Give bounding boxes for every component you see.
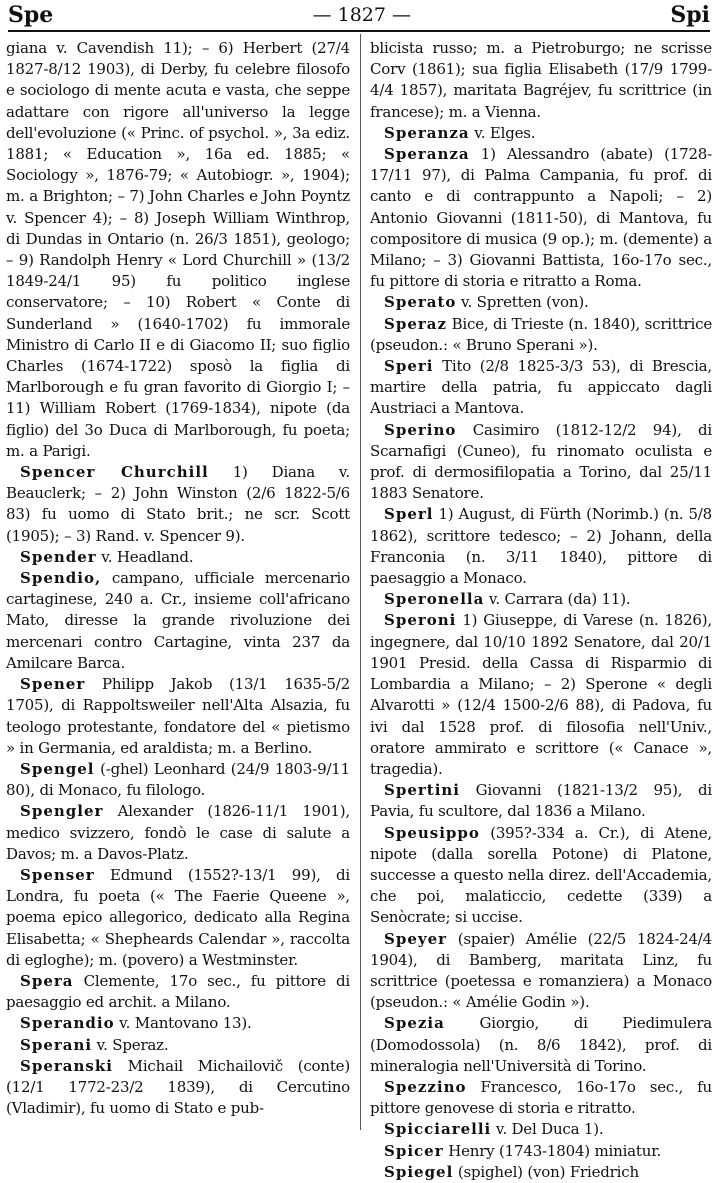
- entry-headword: Spicer: [384, 1141, 444, 1160]
- entry-text: v. Mantovano 13).: [119, 1014, 252, 1033]
- entry-headword: Sperandio: [20, 1014, 115, 1033]
- entry-text: v. Carrara (da) 11).: [488, 590, 631, 609]
- entry-text: Philipp Jakob (13/1 1635-5/2 1705), di Rappoltsweiler nell'Alta Alsazia, fu teologo protestante, fondatore del « pietismo » in Germania, ed araldista; m. a Berlino.: [6, 675, 350, 757]
- entry-text: v. Del Duca 1).: [495, 1120, 604, 1139]
- entry-headword: Spenser: [20, 865, 95, 884]
- entry-text: 1) Alessandro (abate) (1728-17/11 97), di Palma Campania, fu prof. di canto e di contrappunto a Napoli; – 2) Antonio Giovanni (1811-50), di Mantova, fu compositore di musica (9 op.); m. (demente) a Milano; – 3) Giovanni Battista, 16o-17o sec., fu pittore di storia e ritratto a Roma.: [370, 145, 712, 291]
- entry-text: Alexander (1826-11/1 1901), medico svizzero, fondò le case di salute a Davos; m. a Davos-Platz.: [6, 802, 350, 863]
- entry-headword: Spertini: [384, 781, 460, 800]
- dictionary-entry: [370, 1013, 712, 1077]
- entry-headword: Spezia: [384, 1014, 445, 1033]
- page-number: — 1827 —: [312, 4, 412, 26]
- entry-text: Henry (1743-1804) miniatur.: [448, 1141, 662, 1160]
- entry-text: 1) August, di Fürth (Norimb.) (n. 5/8 1862), scrittore tedesco; – 2) Johann, della Franconia (n. 3/11 1840), pittore di paesaggio a Monaco.: [370, 505, 712, 588]
- entry-text: v. Spretten (von).: [461, 293, 589, 312]
- dictionary-entry: [6, 462, 350, 547]
- entry-headword: Spener: [20, 675, 86, 694]
- entry-headword: Speranza: [384, 145, 470, 164]
- dictionary-entry: [370, 1077, 712, 1119]
- entry-headword: Spender: [20, 547, 97, 566]
- entry-headword: Spera: [20, 971, 74, 990]
- dictionary-entry: [370, 610, 712, 780]
- entry-text: Giovanni (1821-13/2 95), di Pavia, fu scultore, dal 1836 a Milano.: [370, 781, 712, 821]
- entry-text: 1) Diana v. Beauclerk; – 2) John Winston (2/6 1822-5/6 83) fu uomo di Stato brit.; ne scr. Scott (1905); – 3) Rand. v. Spencer 9).: [6, 463, 350, 545]
- entry-headword: Speraz: [384, 314, 448, 333]
- entry-text: Edmund (1552?-13/1 99), di Londra, fu poeta (« The Faerie Queene », poema epico allegorico, dedicato alla Regina Elisabetta; « Shepheards Calendar », raccolta di egloghe); m. (povero) a Westminster.: [6, 865, 350, 969]
- dictionary-entry: [6, 674, 350, 759]
- dictionary-entry: [6, 801, 350, 865]
- entry-headword: Speroni: [384, 611, 457, 630]
- dictionary-entry: [370, 1119, 712, 1140]
- dictionary-entry: [370, 314, 712, 356]
- entry-headword: Spencer Churchill: [20, 463, 209, 482]
- column-divider: [360, 34, 361, 1130]
- dictionary-entry: [6, 1035, 350, 1056]
- left-column: [6, 38, 350, 1126]
- dictionary-entry: [6, 1013, 350, 1034]
- entry-text: (-ghel) Leonhard (24/9 1803-9/11 80), di Monaco, fu filologo.: [6, 759, 350, 800]
- dictionary-entry: [370, 1162, 712, 1183]
- entry-headword: Speusippo: [384, 823, 480, 842]
- entry-headword: Spiegel: [384, 1162, 454, 1181]
- dictionary-entry: [370, 38, 712, 123]
- dictionary-entry: [6, 1056, 350, 1120]
- entry-text: 1) Giuseppe, di Varese (n. 1826), ingegnere, dal 10/10 1892 Senatore, dal 20/1 1901 Presid. della Cassa di Risparmio di Lombardia a Milano; – 2) Sperone « degli Alvarotti » (12/4 1500-2/6 88), di Padova, fu ivi dal 1528 prof. di filosofia nell'Univ., oratore ammirato e scrittore (« Canace », tragedia).: [370, 611, 713, 778]
- entry-text: Francesco, 16o-17o sec., fu pittore genovese di storia e ritratto.: [370, 1077, 712, 1118]
- entry-headword: Spicciarelli: [384, 1120, 492, 1139]
- right-column: [370, 38, 713, 1181]
- entry-headword: Speri: [384, 357, 434, 376]
- dictionary-entry: [370, 823, 712, 929]
- dictionary-entry: [370, 1141, 712, 1162]
- dictionary-entry: [6, 971, 350, 1013]
- entry-text: Giorgio, di Piedimulera (Domodossola) (n. 8/6 1842), prof. di mineralogia nell'Università di Torino.: [370, 1014, 712, 1075]
- entry-text: v. Elges.: [474, 123, 536, 142]
- entry-text: (spaier) Amélie (22/5 1824-24/4 1904), di Bamberg, maritata Linz, fu scrittrice (poetessa e romanziera) a Monaco (pseudon.: « Amélie Godin »).: [370, 929, 712, 1012]
- entry-headword: Speyer: [384, 929, 448, 948]
- header-left-guide-word: Spe: [8, 2, 54, 28]
- page-header: [8, 0, 710, 32]
- dictionary-entry: [370, 589, 712, 610]
- header-right-guide-word: Spi: [670, 2, 710, 28]
- dictionary-entry: [6, 568, 350, 674]
- entry-text: Tito (2/8 1825-3/3 53), di Brescia, martire della patria, fu appiccato dagli Austriaci a Mantova.: [370, 357, 712, 418]
- entry-headword: Spengel: [20, 759, 95, 778]
- entry-headword: Sperato: [384, 293, 457, 312]
- entry-headword: Spezzino: [384, 1077, 467, 1096]
- entry-text: Casimiro (1812-12/2 94), di Scarnafigi (Cuneo), fu rinomato oculista e prof. di dermosifilopatia a Torino, dal 25/11 1883 Senatore.: [370, 420, 712, 503]
- dictionary-entry: [6, 547, 350, 568]
- entry-text: v. Headland.: [101, 547, 194, 566]
- dictionary-entry: [6, 865, 350, 971]
- entry-text: Michail Michailovič (conte) (12/1 1772-23/2 1839), di Cercutino (Vladimir), fu uomo di Stato e pub-: [6, 1056, 350, 1118]
- dictionary-entry: [370, 780, 712, 822]
- entry-text: campano, ufficiale mercenario cartaginese, 240 a. Cr., insieme coll'africano Mato, diresse la grande rivoluzione dei mercenari contro Cartagine, vinta 237 da Amilcare Barca.: [6, 569, 350, 672]
- dictionary-entry: [370, 123, 712, 144]
- dictionary-entry: [6, 38, 350, 462]
- entry-text: Clemente, 17o sec., fu pittore di paesaggio ed archit. a Milano.: [6, 971, 350, 1012]
- dictionary-entry: [370, 929, 712, 1014]
- entry-headword: Sperl: [384, 505, 434, 524]
- entry-headword: Speronella: [384, 590, 485, 609]
- dictionary-entry: [370, 292, 712, 313]
- entry-text: (spighel) (von) Friedrich: [457, 1162, 639, 1181]
- entry-headword: Speranski: [20, 1056, 113, 1075]
- entry-text: v. Speraz.: [96, 1035, 169, 1054]
- entry-headword: Spengler: [20, 802, 104, 821]
- entry-text: blicista russo; m. a Pietroburgo; ne scrisse Corv (1861); sua figlia Elisabeth (17/9 1799-4/4 1857), maritata Bagréjev, fu scrittrice (in francese); m. a Vienna.: [370, 39, 712, 121]
- dictionary-entry: [370, 356, 712, 420]
- dictionary-entry: [370, 420, 712, 505]
- entry-headword: Sperino: [384, 420, 457, 439]
- entry-headword: Spendio,: [20, 569, 102, 588]
- dictionary-entry: [370, 144, 712, 292]
- dictionary-entry: [370, 504, 712, 589]
- dictionary-entry: [6, 759, 350, 801]
- entry-text: (395?-334 a. Cr.), di Atene, nipote (dalla sorella Potone) di Platone, successe a questo nella direz. dell'Accademia, che poi, malaticcio, cedette (339) a Senòcrate; si uccise.: [370, 823, 712, 927]
- entry-headword: Speranza: [384, 123, 470, 142]
- entry-headword: Sperani: [20, 1035, 93, 1054]
- entry-text: giana v. Cavendish 11); – 6) Herbert (27/4 1827-8/12 1903), di Derby, fu celebre filosofo e sociologo di mente acuta e vasta, che seppe adattare con rigore all'universo la legge dell'evoluzione (« Princ. of psychol. », 3a ediz. 1881; « Education », 16a ed. 1885; « Sociology », 1876-79; « Autobiogr. », 1904); m. a Brighton; – 7) John Charles e John Poyntz v. Spencer 4); – 8) Joseph William Winthrop, di Dundas in Ontario (n. 26/3 1851), geologo; – 9) Randolph Henry « Lord Churchill » (13/2 1849-24/1 95) fu politico inglese conservatore; – 10) Robert « Conte di Sunderland » (1640-1702) fu immorale Ministro di Carlo II e di Giacomo II; suo figlio Charles (1674-1722) sposò la figlia di Marlborough e fu gran favorito di Giorgio I; – 11) William Robert (1769-1834), nipote (da figlio) del 3o Duca di Marlborough, fu poeta; m. a Parigi.: [6, 39, 350, 460]
- entry-text: Bice, di Trieste (n. 1840), scrittrice (pseudon.: « Bruno Sperani »).: [370, 314, 712, 354]
